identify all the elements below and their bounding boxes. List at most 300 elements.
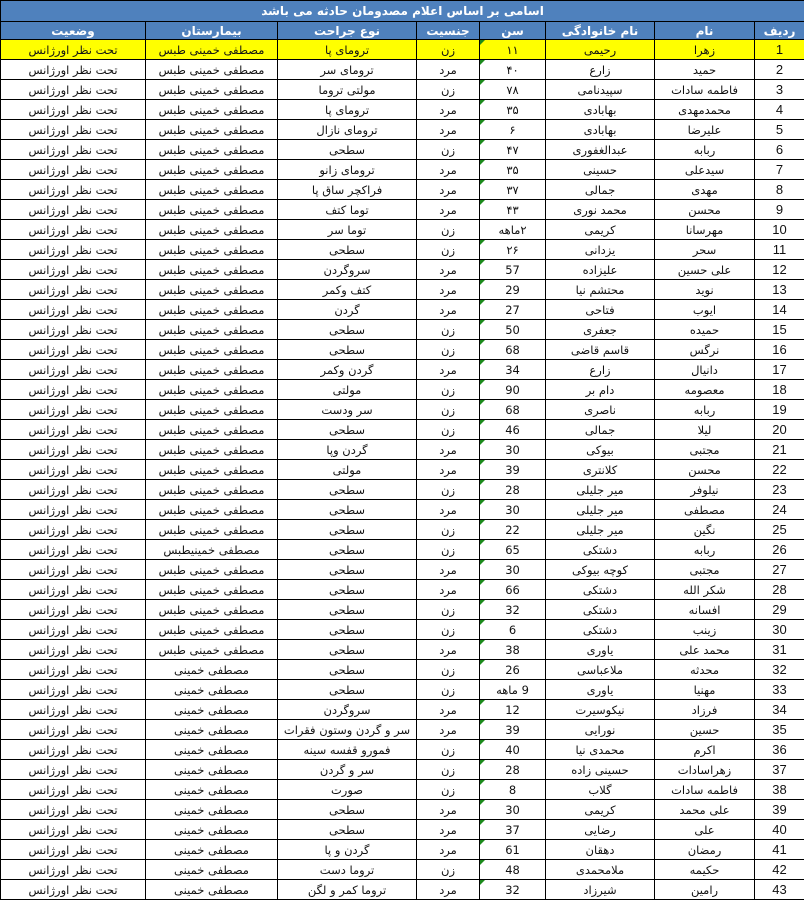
last-name-cell[interactable]: میر جلیلی — [546, 500, 655, 520]
hospital-cell[interactable]: مصطفی خمینی — [146, 680, 278, 700]
first-name-cell[interactable]: محسن — [655, 200, 755, 220]
status-cell[interactable]: تحت نظر اورژانس — [1, 520, 146, 540]
last-name-cell[interactable]: علیزاده — [546, 260, 655, 280]
first-name-cell[interactable]: حکیمه — [655, 860, 755, 880]
age-cell[interactable]: ۱۱ — [480, 40, 546, 60]
gender-cell[interactable]: مرد — [417, 560, 480, 580]
age-cell[interactable]: ۳۵ — [480, 100, 546, 120]
hospital-cell[interactable]: مصطفی خمینی طبس — [146, 620, 278, 640]
hospital-cell[interactable]: مصطفی خمینی — [146, 740, 278, 760]
first-name-cell[interactable]: نگین — [655, 520, 755, 540]
hospital-cell[interactable]: مصطفی خمینی طبس — [146, 120, 278, 140]
first-name-cell[interactable]: نرگس — [655, 340, 755, 360]
last-name-cell[interactable]: نورایی — [546, 720, 655, 740]
row-number-cell[interactable]: 18 — [755, 380, 804, 400]
last-name-cell[interactable]: فتاحی — [546, 300, 655, 320]
injury-cell[interactable]: ترومای پا — [278, 100, 417, 120]
row-number-cell[interactable]: 35 — [755, 720, 804, 740]
first-name-cell[interactable]: مهنیا — [655, 680, 755, 700]
hospital-cell[interactable]: مصطفی خمینی طبس — [146, 300, 278, 320]
last-name-cell[interactable]: گلاب — [546, 780, 655, 800]
hospital-cell[interactable]: مصطفی خمینی طبس — [146, 640, 278, 660]
status-cell[interactable]: تحت نظر اورژانس — [1, 860, 146, 880]
injury-cell[interactable]: سطحی — [278, 820, 417, 840]
header-status[interactable]: وضعیت — [1, 22, 146, 40]
age-cell[interactable]: 29 — [480, 280, 546, 300]
last-name-cell[interactable]: بهابادی — [546, 100, 655, 120]
row-number-cell[interactable]: 24 — [755, 500, 804, 520]
injury-cell[interactable]: گردن وکمر — [278, 360, 417, 380]
last-name-cell[interactable]: کوچه بیوکی — [546, 560, 655, 580]
row-number-cell[interactable]: 23 — [755, 480, 804, 500]
age-cell[interactable]: ۴۷ — [480, 140, 546, 160]
injury-cell[interactable]: سطحی — [278, 580, 417, 600]
hospital-cell[interactable]: مصطفی خمینی — [146, 840, 278, 860]
gender-cell[interactable]: مرد — [417, 200, 480, 220]
hospital-cell[interactable]: مصطفی خمینی طبس — [146, 320, 278, 340]
gender-cell[interactable]: زن — [417, 760, 480, 780]
status-cell[interactable]: تحت نظر اورژانس — [1, 420, 146, 440]
first-name-cell[interactable]: زینب — [655, 620, 755, 640]
last-name-cell[interactable]: نیکوسیرت — [546, 700, 655, 720]
hospital-cell[interactable]: مصطفی خمینی — [146, 720, 278, 740]
row-number-cell[interactable]: 36 — [755, 740, 804, 760]
age-cell[interactable]: ۷۸ — [480, 80, 546, 100]
row-number-cell[interactable]: 34 — [755, 700, 804, 720]
first-name-cell[interactable]: افسانه — [655, 600, 755, 620]
first-name-cell[interactable]: مصطفی — [655, 500, 755, 520]
row-number-cell[interactable]: 1 — [755, 40, 804, 60]
gender-cell[interactable]: مرد — [417, 840, 480, 860]
age-cell[interactable]: 22 — [480, 520, 546, 540]
last-name-cell[interactable]: حسینی — [546, 160, 655, 180]
header-hospital[interactable]: بیمارستان — [146, 22, 278, 40]
hospital-cell[interactable]: مصطفی خمینی طبس — [146, 280, 278, 300]
gender-cell[interactable]: مرد — [417, 300, 480, 320]
injury-cell[interactable]: سطحی — [278, 680, 417, 700]
status-cell[interactable]: تحت نظر اورژانس — [1, 240, 146, 260]
row-number-cell[interactable]: 13 — [755, 280, 804, 300]
age-cell[interactable]: 65 — [480, 540, 546, 560]
hospital-cell[interactable]: مصطفی خمینی طبس — [146, 200, 278, 220]
row-number-cell[interactable]: 6 — [755, 140, 804, 160]
injury-cell[interactable]: ترومای زانو — [278, 160, 417, 180]
status-cell[interactable]: تحت نظر اورژانس — [1, 340, 146, 360]
hospital-cell[interactable]: مصطفی خمینی — [146, 800, 278, 820]
gender-cell[interactable]: مرد — [417, 60, 480, 80]
gender-cell[interactable]: مرد — [417, 580, 480, 600]
hospital-cell[interactable]: مصطفی خمینی طبس — [146, 240, 278, 260]
gender-cell[interactable]: مرد — [417, 180, 480, 200]
row-number-cell[interactable]: 40 — [755, 820, 804, 840]
status-cell[interactable]: تحت نظر اورژانس — [1, 680, 146, 700]
row-number-cell[interactable]: 20 — [755, 420, 804, 440]
status-cell[interactable]: تحت نظر اورژانس — [1, 360, 146, 380]
gender-cell[interactable]: زن — [417, 520, 480, 540]
injury-cell[interactable]: سطحی — [278, 620, 417, 640]
hospital-cell[interactable]: مصطفی خمینی — [146, 700, 278, 720]
status-cell[interactable]: تحت نظر اورژانس — [1, 740, 146, 760]
hospital-cell[interactable]: مصطفی خمینیطبس — [146, 540, 278, 560]
status-cell[interactable]: تحت نظر اورژانس — [1, 640, 146, 660]
first-name-cell[interactable]: ربابه — [655, 400, 755, 420]
injury-cell[interactable]: تروما کمر و لگن — [278, 880, 417, 900]
injury-cell[interactable]: سطحی — [278, 480, 417, 500]
first-name-cell[interactable]: شکر الله — [655, 580, 755, 600]
row-number-cell[interactable]: 38 — [755, 780, 804, 800]
gender-cell[interactable]: مرد — [417, 160, 480, 180]
hospital-cell[interactable]: مصطفی خمینی — [146, 760, 278, 780]
last-name-cell[interactable]: یزدانی — [546, 240, 655, 260]
injury-cell[interactable]: سطحی — [278, 800, 417, 820]
injury-cell[interactable]: تروما دست — [278, 860, 417, 880]
row-number-cell[interactable]: 33 — [755, 680, 804, 700]
age-cell[interactable]: 30 — [480, 800, 546, 820]
status-cell[interactable]: تحت نظر اورژانس — [1, 180, 146, 200]
injury-cell[interactable]: سطحی — [278, 340, 417, 360]
status-cell[interactable]: تحت نظر اورژانس — [1, 220, 146, 240]
row-number-cell[interactable]: 27 — [755, 560, 804, 580]
gender-cell[interactable]: مرد — [417, 280, 480, 300]
injury-cell[interactable]: گردن و پا — [278, 840, 417, 860]
status-cell[interactable]: تحت نظر اورژانس — [1, 100, 146, 120]
injury-cell[interactable]: مولتی — [278, 460, 417, 480]
gender-cell[interactable]: مرد — [417, 100, 480, 120]
last-name-cell[interactable]: قاسم قاضی — [546, 340, 655, 360]
row-number-cell[interactable]: 14 — [755, 300, 804, 320]
injury-cell[interactable]: ترومای نازال — [278, 120, 417, 140]
last-name-cell[interactable]: یاوری — [546, 640, 655, 660]
last-name-cell[interactable]: سپیدنامی — [546, 80, 655, 100]
gender-cell[interactable]: زن — [417, 480, 480, 500]
status-cell[interactable]: تحت نظر اورژانس — [1, 880, 146, 900]
age-cell[interactable]: 30 — [480, 560, 546, 580]
row-number-cell[interactable]: 17 — [755, 360, 804, 380]
status-cell[interactable]: تحت نظر اورژانس — [1, 700, 146, 720]
injury-cell[interactable]: سطحی — [278, 140, 417, 160]
gender-cell[interactable]: زن — [417, 660, 480, 680]
first-name-cell[interactable]: سیدعلی — [655, 160, 755, 180]
first-name-cell[interactable]: محمدمهدی — [655, 100, 755, 120]
gender-cell[interactable]: مرد — [417, 120, 480, 140]
last-name-cell[interactable]: بیوکی — [546, 440, 655, 460]
first-name-cell[interactable]: علیرضا — [655, 120, 755, 140]
hospital-cell[interactable]: مصطفی خمینی طبس — [146, 560, 278, 580]
status-cell[interactable]: تحت نظر اورژانس — [1, 320, 146, 340]
injury-cell[interactable]: ترومای پا — [278, 40, 417, 60]
first-name-cell[interactable]: لیلا — [655, 420, 755, 440]
age-cell[interactable]: 57 — [480, 260, 546, 280]
status-cell[interactable]: تحت نظر اورژانس — [1, 60, 146, 80]
last-name-cell[interactable]: ملاعباسی — [546, 660, 655, 680]
injury-cell[interactable]: گردن وپا — [278, 440, 417, 460]
status-cell[interactable]: تحت نظر اورژانس — [1, 380, 146, 400]
first-name-cell[interactable]: علی — [655, 820, 755, 840]
last-name-cell[interactable]: دشتکی — [546, 620, 655, 640]
row-number-cell[interactable]: 22 — [755, 460, 804, 480]
row-number-cell[interactable]: 7 — [755, 160, 804, 180]
first-name-cell[interactable]: مجتبی — [655, 440, 755, 460]
gender-cell[interactable]: زن — [417, 220, 480, 240]
last-name-cell[interactable]: رضایی — [546, 820, 655, 840]
status-cell[interactable]: تحت نظر اورژانس — [1, 440, 146, 460]
first-name-cell[interactable]: ایوب — [655, 300, 755, 320]
last-name-cell[interactable]: جمالی — [546, 420, 655, 440]
injury-cell[interactable]: سروگردن — [278, 260, 417, 280]
last-name-cell[interactable]: دشتکی — [546, 580, 655, 600]
injury-cell[interactable]: سطحی — [278, 240, 417, 260]
age-cell[interactable]: 32 — [480, 880, 546, 900]
injury-cell[interactable]: سطحی — [278, 320, 417, 340]
last-name-cell[interactable]: زارع — [546, 360, 655, 380]
hospital-cell[interactable]: مصطفی خمینی — [146, 780, 278, 800]
first-name-cell[interactable]: حمیده — [655, 320, 755, 340]
row-number-cell[interactable]: 4 — [755, 100, 804, 120]
injury-cell[interactable]: سر ودست — [278, 400, 417, 420]
header-age[interactable]: سن — [480, 22, 546, 40]
age-cell[interactable]: 68 — [480, 340, 546, 360]
row-number-cell[interactable]: 30 — [755, 620, 804, 640]
row-number-cell[interactable]: 19 — [755, 400, 804, 420]
injury-cell[interactable]: گردن — [278, 300, 417, 320]
header-first-name[interactable]: نام — [655, 22, 755, 40]
injury-cell[interactable]: سطحی — [278, 420, 417, 440]
row-number-cell[interactable]: 39 — [755, 800, 804, 820]
gender-cell[interactable]: زن — [417, 40, 480, 60]
hospital-cell[interactable]: مصطفی خمینی طبس — [146, 260, 278, 280]
row-number-cell[interactable]: 3 — [755, 80, 804, 100]
last-name-cell[interactable]: محتشم نیا — [546, 280, 655, 300]
last-name-cell[interactable]: میر جلیلی — [546, 520, 655, 540]
age-cell[interactable]: 27 — [480, 300, 546, 320]
first-name-cell[interactable]: مهدی — [655, 180, 755, 200]
row-number-cell[interactable]: 15 — [755, 320, 804, 340]
injury-cell[interactable]: سطحی — [278, 560, 417, 580]
gender-cell[interactable]: زن — [417, 620, 480, 640]
first-name-cell[interactable]: حمید — [655, 60, 755, 80]
gender-cell[interactable]: زن — [417, 340, 480, 360]
header-injury[interactable]: نوع جراحت — [278, 22, 417, 40]
gender-cell[interactable]: زن — [417, 600, 480, 620]
first-name-cell[interactable]: ربابه — [655, 540, 755, 560]
age-cell[interactable]: ۴۰ — [480, 60, 546, 80]
injury-cell[interactable]: مولتی تروما — [278, 80, 417, 100]
injury-cell[interactable]: سطحی — [278, 600, 417, 620]
first-name-cell[interactable]: محسن — [655, 460, 755, 480]
gender-cell[interactable]: مرد — [417, 820, 480, 840]
hospital-cell[interactable]: مصطفی خمینی طبس — [146, 500, 278, 520]
status-cell[interactable]: تحت نظر اورژانس — [1, 840, 146, 860]
first-name-cell[interactable]: مجتبی — [655, 560, 755, 580]
age-cell[interactable]: ۳۷ — [480, 180, 546, 200]
gender-cell[interactable]: مرد — [417, 880, 480, 900]
gender-cell[interactable]: مرد — [417, 720, 480, 740]
last-name-cell[interactable]: عبدالغفوری — [546, 140, 655, 160]
last-name-cell[interactable]: کلانتری — [546, 460, 655, 480]
age-cell[interactable]: 28 — [480, 760, 546, 780]
last-name-cell[interactable]: حسینی زاده — [546, 760, 655, 780]
gender-cell[interactable]: مرد — [417, 440, 480, 460]
hospital-cell[interactable]: مصطفی خمینی طبس — [146, 100, 278, 120]
row-number-cell[interactable]: 43 — [755, 880, 804, 900]
status-cell[interactable]: تحت نظر اورژانس — [1, 800, 146, 820]
first-name-cell[interactable]: رمضان — [655, 840, 755, 860]
age-cell[interactable]: 28 — [480, 480, 546, 500]
hospital-cell[interactable]: مصطفی خمینی — [146, 820, 278, 840]
injury-cell[interactable]: سروگردن — [278, 700, 417, 720]
last-name-cell[interactable]: محمد نوری — [546, 200, 655, 220]
last-name-cell[interactable]: کریمی — [546, 220, 655, 240]
last-name-cell[interactable]: دشتکی — [546, 540, 655, 560]
hospital-cell[interactable]: مصطفی خمینی طبس — [146, 480, 278, 500]
status-cell[interactable]: تحت نظر اورژانس — [1, 600, 146, 620]
hospital-cell[interactable]: مصطفی خمینی طبس — [146, 340, 278, 360]
status-cell[interactable]: تحت نظر اورژانس — [1, 720, 146, 740]
gender-cell[interactable]: زن — [417, 780, 480, 800]
row-number-cell[interactable]: 25 — [755, 520, 804, 540]
first-name-cell[interactable]: اکرم — [655, 740, 755, 760]
hospital-cell[interactable]: مصطفی خمینی طبس — [146, 140, 278, 160]
status-cell[interactable]: تحت نظر اورژانس — [1, 660, 146, 680]
status-cell[interactable]: تحت نظر اورژانس — [1, 540, 146, 560]
age-cell[interactable]: 30 — [480, 440, 546, 460]
hospital-cell[interactable]: مصطفی خمینی — [146, 860, 278, 880]
first-name-cell[interactable]: رامین — [655, 880, 755, 900]
first-name-cell[interactable]: نیلوفر — [655, 480, 755, 500]
first-name-cell[interactable]: فرزاد — [655, 700, 755, 720]
last-name-cell[interactable]: جعفری — [546, 320, 655, 340]
row-number-cell[interactable]: 29 — [755, 600, 804, 620]
gender-cell[interactable]: مرد — [417, 260, 480, 280]
age-cell[interactable]: 61 — [480, 840, 546, 860]
first-name-cell[interactable]: نوید — [655, 280, 755, 300]
age-cell[interactable]: ۲۶ — [480, 240, 546, 260]
last-name-cell[interactable]: محمدی نیا — [546, 740, 655, 760]
row-number-cell[interactable]: 2 — [755, 60, 804, 80]
first-name-cell[interactable]: دانیال — [655, 360, 755, 380]
first-name-cell[interactable]: فاطمه سادات — [655, 780, 755, 800]
last-name-cell[interactable]: بهابادی — [546, 120, 655, 140]
row-number-cell[interactable]: 28 — [755, 580, 804, 600]
injury-cell[interactable]: سر و گردن — [278, 760, 417, 780]
age-cell[interactable]: 39 — [480, 460, 546, 480]
hospital-cell[interactable]: مصطفی خمینی طبس — [146, 360, 278, 380]
row-number-cell[interactable]: 9 — [755, 200, 804, 220]
first-name-cell[interactable]: حسین — [655, 720, 755, 740]
age-cell[interactable]: ۲ماهه — [480, 220, 546, 240]
status-cell[interactable]: تحت نظر اورژانس — [1, 300, 146, 320]
injury-cell[interactable]: مولتی — [278, 380, 417, 400]
age-cell[interactable]: 30 — [480, 500, 546, 520]
status-cell[interactable]: تحت نظر اورژانس — [1, 140, 146, 160]
row-number-cell[interactable]: 21 — [755, 440, 804, 460]
first-name-cell[interactable]: محدثه — [655, 660, 755, 680]
row-number-cell[interactable]: 42 — [755, 860, 804, 880]
hospital-cell[interactable]: مصطفی خمینی طبس — [146, 460, 278, 480]
hospital-cell[interactable]: مصطفی خمینی طبس — [146, 520, 278, 540]
injury-cell[interactable]: فمورو قفسه سینه — [278, 740, 417, 760]
age-cell[interactable]: 48 — [480, 860, 546, 880]
injury-cell[interactable]: سطحی — [278, 500, 417, 520]
last-name-cell[interactable]: زارع — [546, 60, 655, 80]
last-name-cell[interactable]: دشتکی — [546, 600, 655, 620]
gender-cell[interactable]: زن — [417, 320, 480, 340]
injury-cell[interactable]: توما کتف — [278, 200, 417, 220]
age-cell[interactable]: 68 — [480, 400, 546, 420]
status-cell[interactable]: تحت نظر اورژانس — [1, 280, 146, 300]
first-name-cell[interactable]: مهرسانا — [655, 220, 755, 240]
injury-cell[interactable]: توما سر — [278, 220, 417, 240]
last-name-cell[interactable]: جمالی — [546, 180, 655, 200]
age-cell[interactable]: 46 — [480, 420, 546, 440]
status-cell[interactable]: تحت نظر اورژانس — [1, 500, 146, 520]
age-cell[interactable]: 50 — [480, 320, 546, 340]
gender-cell[interactable]: زن — [417, 140, 480, 160]
last-name-cell[interactable]: دهقان — [546, 840, 655, 860]
status-cell[interactable]: تحت نظر اورژانس — [1, 780, 146, 800]
row-number-cell[interactable]: 26 — [755, 540, 804, 560]
last-name-cell[interactable]: دام بر — [546, 380, 655, 400]
row-number-cell[interactable]: 16 — [755, 340, 804, 360]
row-number-cell[interactable]: 5 — [755, 120, 804, 140]
age-cell[interactable]: 39 — [480, 720, 546, 740]
status-cell[interactable]: تحت نظر اورژانس — [1, 40, 146, 60]
gender-cell[interactable]: زن — [417, 860, 480, 880]
gender-cell[interactable]: مرد — [417, 500, 480, 520]
hospital-cell[interactable]: مصطفی خمینی — [146, 880, 278, 900]
gender-cell[interactable]: زن — [417, 380, 480, 400]
status-cell[interactable]: تحت نظر اورژانس — [1, 400, 146, 420]
gender-cell[interactable]: مرد — [417, 800, 480, 820]
hospital-cell[interactable]: مصطفی خمینی طبس — [146, 420, 278, 440]
gender-cell[interactable]: مرد — [417, 360, 480, 380]
first-name-cell[interactable]: ربابه — [655, 140, 755, 160]
age-cell[interactable]: 9 ماهه — [480, 680, 546, 700]
injury-cell[interactable]: ترومای سر — [278, 60, 417, 80]
age-cell[interactable]: ۴۳ — [480, 200, 546, 220]
last-name-cell[interactable]: شیرزاد — [546, 880, 655, 900]
row-number-cell[interactable]: 12 — [755, 260, 804, 280]
hospital-cell[interactable]: مصطفی خمینی طبس — [146, 400, 278, 420]
last-name-cell[interactable]: رحیمی — [546, 40, 655, 60]
header-last-name[interactable]: نام خانوادگی — [546, 22, 655, 40]
age-cell[interactable]: ۶ — [480, 120, 546, 140]
hospital-cell[interactable]: مصطفی خمینی — [146, 660, 278, 680]
age-cell[interactable]: 8 — [480, 780, 546, 800]
hospital-cell[interactable]: مصطفی خمینی طبس — [146, 180, 278, 200]
hospital-cell[interactable]: مصطفی خمینی طبس — [146, 60, 278, 80]
row-number-cell[interactable]: 11 — [755, 240, 804, 260]
status-cell[interactable]: تحت نظر اورژانس — [1, 480, 146, 500]
hospital-cell[interactable]: مصطفی خمینی طبس — [146, 160, 278, 180]
age-cell[interactable]: 37 — [480, 820, 546, 840]
status-cell[interactable]: تحت نظر اورژانس — [1, 120, 146, 140]
last-name-cell[interactable]: کریمی — [546, 800, 655, 820]
hospital-cell[interactable]: مصطفی خمینی طبس — [146, 80, 278, 100]
last-name-cell[interactable]: یاوری — [546, 680, 655, 700]
gender-cell[interactable]: زن — [417, 540, 480, 560]
first-name-cell[interactable]: زهراسادات — [655, 760, 755, 780]
first-name-cell[interactable]: محمد علی — [655, 640, 755, 660]
gender-cell[interactable]: مرد — [417, 640, 480, 660]
hospital-cell[interactable]: مصطفی خمینی طبس — [146, 380, 278, 400]
gender-cell[interactable]: زن — [417, 80, 480, 100]
status-cell[interactable]: تحت نظر اورژانس — [1, 80, 146, 100]
first-name-cell[interactable]: زهرا — [655, 40, 755, 60]
gender-cell[interactable]: زن — [417, 420, 480, 440]
gender-cell[interactable]: مرد — [417, 700, 480, 720]
last-name-cell[interactable]: ملامحمدی — [546, 860, 655, 880]
